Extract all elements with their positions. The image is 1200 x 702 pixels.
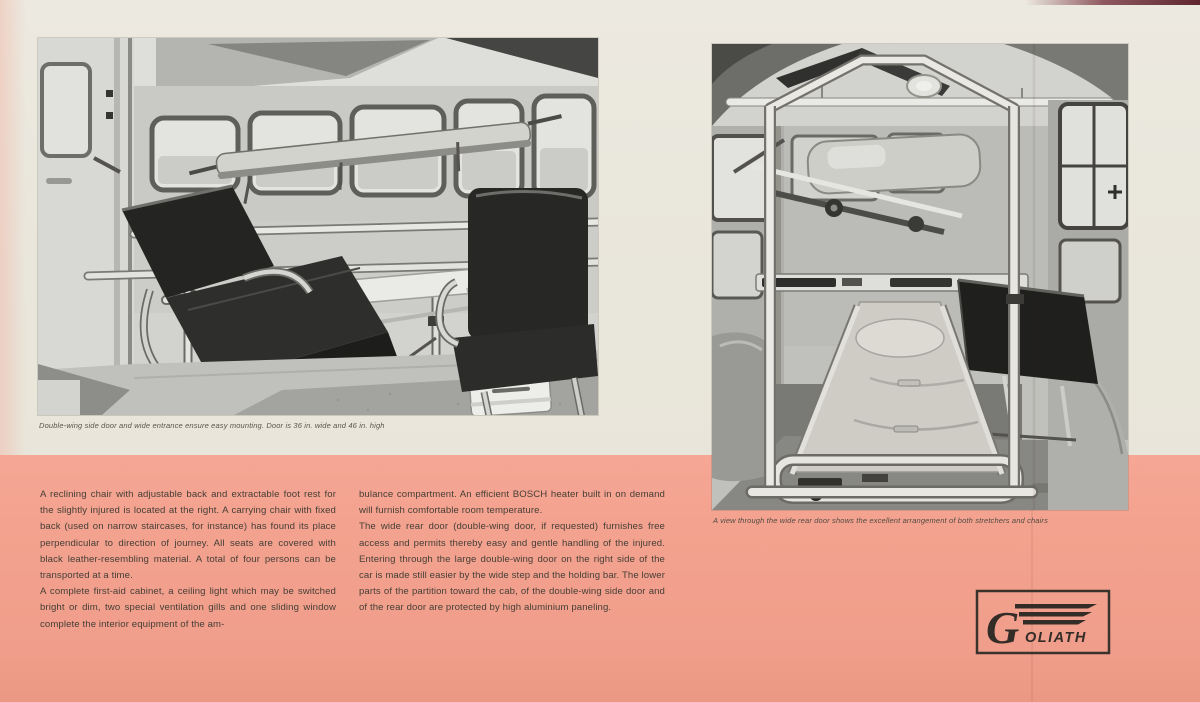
right-photo-caption: A view through the wide rear door shows the excellent arrangement of both stretchers and chairs [713,516,1048,525]
paragraph: The wide rear door (double-wing door, if requested) furnishes free access and permits thereby easy and gentle handling of the injured. Entering through the large double-wing door on the right side of the car is made still easier by the wide step and the holding bar. The lower parts of the partition toward the cab, of the double-wing side door and of the rear door are protected by high aluminium paneling. [359,521,665,614]
right-photo-rear-view [712,44,1128,510]
body-text-right-column [359,487,665,617]
left-photo-interior-side-view [38,38,598,415]
goliath-logo [975,589,1111,655]
paragraph: A reclining chair with adjustable back and extractable foot rest for the slightly injured is located at the right. A carrying chair with fixed back (used on narrow staircases, for instance) has found its place perpendicular to direction of journey. All seats are covered with black leather-resembling material. A total of four persons can be transported at a time. [40,489,336,582]
paragraph: A complete first-aid cabinet, a ceiling light which may be switched bright or dim, two special ventilation gills and one sliding window complete the interior equipment of the am- [40,586,336,630]
scan-edge-strip [1025,0,1200,5]
body-text-left-column [40,487,336,633]
right-photo-illustration [712,44,1128,510]
logo-initial: G [986,602,1020,653]
paragraph: bulance compartment. An efficient BOSCH heater built in on demand will furnish comfortable room temperature. [359,489,665,517]
goliath-logo-graphic [975,589,1111,655]
left-photo-illustration [38,38,598,415]
left-edge-tint [0,0,26,455]
left-photo-caption: Double-wing side door and wide entrance ensure easy mounting. Door is 36 in. wide and 46 in. high [39,421,385,430]
logo-wordmark: OLIATH [1025,630,1087,646]
